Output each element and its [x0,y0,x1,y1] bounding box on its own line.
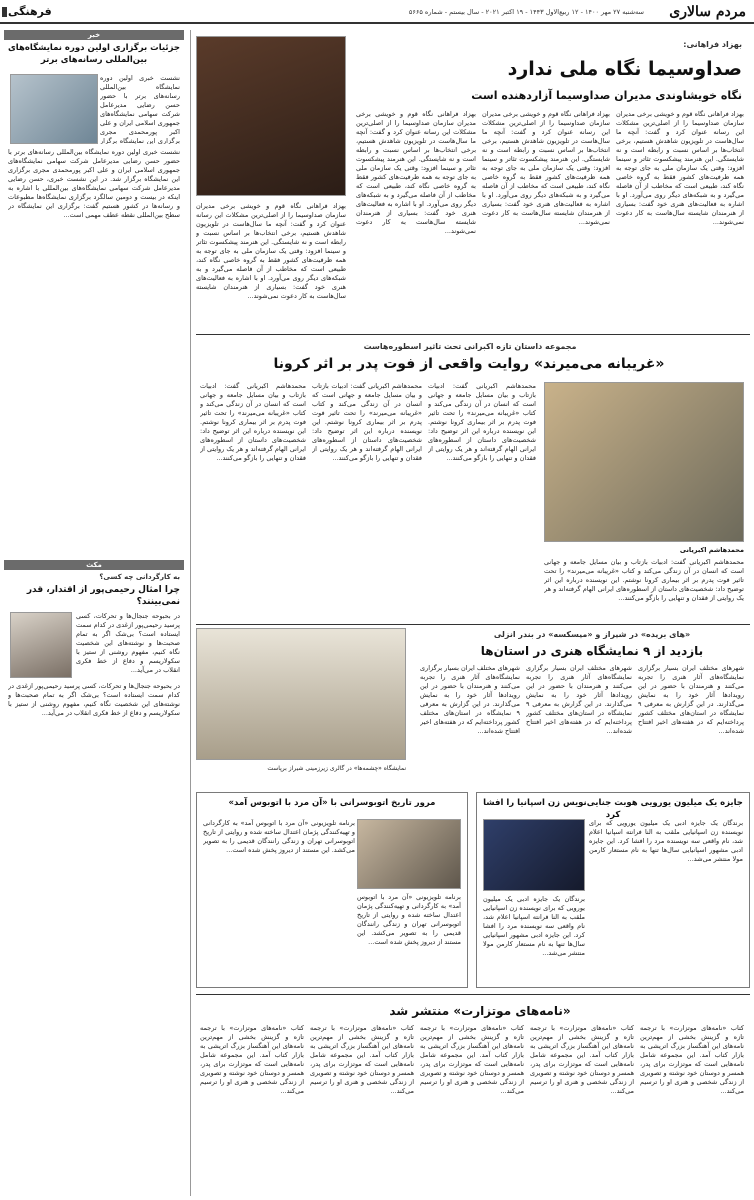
lead-body-col3: بهزاد فراهانی نگاه قوم و خویشی برخی مدیران سازمان صداوسیما را از اصلی‌ترین مشکلات این رسانه عنوان کرد و گفت: آنچه ما سال‌هاست در تلویزیون شاهدش هستیم، برخی انتخاب‌ها بر اساس نسبت و رابطه است و نه شایستگی. این هنرمند پیشکسوت تئاتر و سینما افزود: وقتی یک سازمان ملی به جای توجه به همه ظرفیت‌های کشور فقط به گروه خاصی نگاه کند، طبیعی است که مخاطب از آن فاصله می‌گیرد و به شبکه‌های دیگر روی می‌آورد. او با اشاره به فعالیت‌های هنری خود گفت: بسیاری از هنرمندان شایسته سال‌هاست به کار دعوت نمی‌شوند... [356,110,476,235]
gallery-caption: نمایشگاه «چشمه‌ها» در گالری زیرزمینی شیراز برپاست [267,765,406,772]
sidebar-top-body: نشست خبری اولین دوره نمایشگاه بین‌المللی رسانه‌های برتر با حضور حسن رضایی مدیرعامل شرکت سهامی نمایشگاه‌های جمهوری اسلامی ایران و علی اکبر پورمحمدی مجری برگزاری این نمایشگاه برگزار [100,74,180,144]
prize-body-cont: برندگان یک جایزه ادبی یک میلیون یورویی که برای نویسنده زن اسپانیایی ملقب به النا فرانته اسپانیا اعلام شد، نام واقعی سه نویسنده مرد را افشا کرد. این جایزه ادبی مشهور اسپانیایی سال‌ها تنها به نام مستعار کارمن مولا منتشر می‌شد... [483,895,585,957]
divider-3 [196,994,750,995]
sidebar-bottom [4,560,184,1196]
bus-body: برنامه تلویزیونی «آن مرد با اتوبوس آمد» به کارگردانی و تهیه‌کنندگی پژمان اعتدال ساخته شده و روایتی از تاریخ اتوبوسرانی تهران و زندگی رانندگان قدیمی را به تصویر می‌کشد. این مستند از دیروز پخش شده است... [203,819,355,854]
lead-story [196,30,750,330]
lead-body-col1: بهزاد فراهانی نگاه قوم و خویشی برخی مدیران سازمان صداوسیما را از اصلی‌ترین مشکلات این رسانه عنوان کرد و گفت: آنچه ما سال‌هاست در تلویزیون شاهدش هستیم، برخی انتخاب‌ها بر اساس نسبت و رابطه است و نه شایستگی. این هنرمند پیشکسوت تئاتر و سینما افزود: وقتی یک سازمان ملی به جای توجه به همه ظرفیت‌های کشور فقط به گروه خاصی نگاه کند، طبیعی است که مخاطب از آن فاصله می‌گیرد و به شبکه‌های دیگر روی می‌آورد. او با اشاره به فعالیت‌های هنری خود گفت: بسیاری از هنرمندان شایسته سال‌هاست به کار دعوت نمی‌شوند... [616,110,744,226]
masthead-logo: مردم سالاری [669,4,746,20]
sidebar-top-title: جزئیات برگزاری اولین دوره نمایشگاه‌های بین‌المللی رسانه‌های برتر [8,43,180,65]
bus-body-cont: برنامه تلویزیونی «آن مرد با اتوبوس آمد» به کارگردانی و تهیه‌کنندگی پژمان اعتدال ساخته شده و روایتی از تاریخ اتوبوسرانی تهران و زندگی رانندگان قدیمی را به تصویر می‌کشد. این مستند از دیروز پخش شده است... [357,893,461,946]
column-divider [190,30,191,1196]
sidebar-bottom-body-cont: در بحبوحه جنجال‌ها و تحرکات، کسی پرسید رحیمی‌پور ازغدی در کدام سمت ایستاده است؟ بی‌شک اگر به تمام صحبت‌ها و نوشته‌های این شخصیت نگاه کنیم، مفهوم روشنی از ستیز با سکولاریسم و دفاع از خط فکری انقلاب در می‌آید... [8,682,180,717]
lead-title: صداوسیما نگاه ملی ندارد [507,58,742,80]
masthead-dateline: سه‌شنبه ۲۷ مهر ۱۴۰۰ - ۱۲ ربیع‌الاول ۱۴۴۳ - ۱۹ اکتبر ۲۰۲۱ - سال بیستم - شماره ۵۶۶۵ [408,8,644,16]
masthead [0,0,754,24]
letters-body-col5: کتاب «نامه‌های موتزارت» با ترجمه تازه و گزینش بخشی از مهم‌ترین نامه‌های این آهنگساز بزرگ اتریشی به بازار کتاب آمد. این مجموعه شامل نامه‌هایی است که موتزارت برای پدر، همسر و دوستان خود نوشته و تصویری از زندگی شخصی و هنری او را ترسیم می‌کند... [200,1024,304,1095]
sidebar-bottom-kicker: به کارگردانی چه کسی؟ [99,573,180,581]
corona-kicker: مجموعه داستان تازه اکبرانی تحت تاثیر اسطوره‌هاست [363,342,577,351]
letters-title: «نامه‌های موتزارت» منتشر شد [389,1004,571,1018]
gallery-body-col2: شهرهای مختلف ایران بسیار برگزاری نمایشگاه‌های آثار هنری را تجربه می‌کنند و هنرمندان با حضور در این رویدادها آثار خود را به نمایش می‌گذارند. در این گزارش به معرفی ۹ نمایشگاه در استان‌های مختلف کشور پرداخته‌ایم که در هفته‌های اخیر افتتاح شده‌اند... [526,664,632,735]
gallery-kicker: «های بریده» در شیراز و «میسکسه» در بندر انزلی [493,630,691,639]
corona-title: «غریبانه می‌میرند» روایت واقعی از فوت پدر بر اثر کرونا [273,356,665,372]
sidebar-bottom-tag: مکث [4,560,184,570]
gallery-title: بازدید از ۹ نمایشگاه هنری در استان‌ها [480,644,704,658]
corona-body-col1: محمدهاشم اکبریانی گفت: ادبیات بازتاب و بیان مسایل جامعه و جهانی است که انسان در آن زندگی می‌کند و کتاب «غریبانه می‌میرند» را تحت تاثیر فوت پدرم بر اثر بیماری کرونا نوشتم. این نویسنده درباره این اثر توضیح داد: شخصیت‌های داستان از اسطوره‌های ایرانی الهام گرفته‌اند و هر یک روایتی از فقدان و تنهایی را بازگو می‌کنند... [428,382,536,462]
prize-box [476,792,750,988]
letters-body-col1: کتاب «نامه‌های موتزارت» با ترجمه تازه و گزینش بخشی از مهم‌ترین نامه‌های این آهنگساز بزرگ اتریشی به بازار کتاب آمد. این مجموعه شامل نامه‌هایی است که موتزارت برای پدر، همسر و دوستان خود نوشته و تصویری از زندگی شخصی و هنری او را ترسیم می‌کند... [640,1024,744,1095]
section-name: فرهنگی [8,5,52,18]
sidebar-bottom-title: چرا امثال رحیمی‌پور از اقتدار، قدر نمی‌بینند؟ [26,585,180,607]
corona-body-col2: محمدهاشم اکبریانی گفت: ادبیات بازتاب و بیان مسایل جامعه و جهانی است که انسان در آن زندگی می‌کند و کتاب «غریبانه می‌میرند» را تحت تاثیر فوت پدرم بر اثر بیماری کرونا نوشتم. این نویسنده درباره این اثر توضیح داد: شخصیت‌های داستان از اسطوره‌های ایرانی الهام گرفته‌اند و هر یک روایتی از فقدان و تنهایی را بازگو می‌کنند... [312,382,422,462]
prize-photo [483,819,585,891]
divider-1 [196,334,750,335]
corona-caption: محمدهاشم اکبریانی [679,546,744,554]
prize-title: جایزه یک میلیون یورویی هوبت جنایی‌نویس زن اسپانیا را افشا کرد [483,798,743,820]
gallery-photo [196,628,406,760]
letters-body-col4: کتاب «نامه‌های موتزارت» با ترجمه تازه و گزینش بخشی از مهم‌ترین نامه‌های این آهنگساز بزرگ اتریشی به بازار کتاب آمد. این مجموعه شامل نامه‌هایی است که موتزارت برای پدر، همسر و دوستان خود نوشته و تصویری از زندگی شخصی و هنری او را ترسیم می‌کند... [310,1024,414,1095]
gallery-body-col1: شهرهای مختلف ایران بسیار برگزاری نمایشگاه‌های آثار هنری را تجربه می‌کنند و هنرمندان با حضور در این رویدادها آثار خود را به نمایش می‌گذارند. در این گزارش به معرفی ۹ نمایشگاه در استان‌های مختلف کشور پرداخته‌ایم که در هفته‌های اخیر افتتاح شده‌اند... [638,664,744,735]
sidebar-top-body-cont: نشست خبری اولین دوره نمایشگاه بین‌المللی رسانه‌های برتر با حضور حسن رضایی مدیرعامل شرکت سهامی نمایشگاه‌های جمهوری اسلامی ایران و علی اکبر پورمحمدی مجری برگزاری این نمایشگاه برگزار شد. در این نشست خبری، حسن رضایی مدیرعامل شرکت سهامی نمایشگاه‌های بین‌المللی با اشاره به اینکه در بیست و دومین سالگرد برگزاری نمایشگاه‌ها مطبوعات و رسانه‌ها در کشور هستیم گفت: برگزاری این نمایشگاه در سطح بین‌المللی نقطه عطف مهمی است... [8,148,180,219]
gallery-body-col3: شهرهای مختلف ایران بسیار برگزاری نمایشگاه‌های آثار هنری را تجربه می‌کنند و هنرمندان با حضور در این رویدادها آثار خود را به نمایش می‌گذارند. در این گزارش به معرفی ۹ نمایشگاه در استان‌های مختلف کشور پرداخته‌ایم که در هفته‌های اخیر افتتاح شده‌اند... [420,664,520,735]
letters-body-col2: کتاب «نامه‌های موتزارت» با ترجمه تازه و گزینش بخشی از مهم‌ترین نامه‌های این آهنگساز بزرگ اتریشی به بازار کتاب آمد. این مجموعه شامل نامه‌هایی است که موتزارت برای پدر، همسر و دوستان خود نوشته و تصویری از زندگی شخصی و هنری او را ترسیم می‌کند... [530,1024,634,1095]
lead-kicker: بهزاد فراهانی: [683,40,742,49]
lead-photo [196,36,346,196]
corona-body-col3: محمدهاشم اکبریانی گفت: ادبیات بازتاب و بیان مسایل جامعه و جهانی است که انسان در آن زندگی می‌کند و کتاب «غریبانه می‌میرند» را تحت تاثیر فوت پدرم بر اثر بیماری کرونا نوشتم. این نویسنده درباره این اثر توضیح داد: شخصیت‌های داستان از اسطوره‌های ایرانی الهام گرفته‌اند و هر یک روایتی از فقدان و تنهایی را بازگو می‌کنند... [200,382,306,462]
sidebar-top-photo [10,74,98,144]
section-icon [2,7,7,17]
sidebar-bottom-body: در بحبوحه جنجال‌ها و تحرکات، کسی پرسید رحیمی‌پور ازغدی در کدام سمت ایستاده است؟ بی‌شک اگر به تمام صحبت‌ها و نوشته‌های این شخصیت نگاه کنیم، مفهوم روشنی از ستیز با سکولاریسم و دفاع از خط فکری انقلاب در می‌آید... [76,612,180,674]
corona-story [196,340,750,620]
prize-body: برندگان یک جایزه ادبی یک میلیون یورویی که برای نویسنده زن اسپانیایی ملقب به النا فرانته اسپانیا اعلام شد، نام واقعی سه نویسنده مرد را افشا کرد. این جایزه ادبی مشهور اسپانیایی سال‌ها تنها به نام مستعار کارمن مولا منتشر می‌شد... [589,819,743,863]
bus-box [196,792,468,988]
lead-body-col2: بهزاد فراهانی نگاه قوم و خویشی برخی مدیران سازمان صداوسیما را از اصلی‌ترین مشکلات این رسانه عنوان کرد و گفت: آنچه ما سال‌هاست در تلویزیون شاهدش هستیم، برخی انتخاب‌ها بر اساس نسبت و رابطه است و نه شایستگی. این هنرمند پیشکسوت تئاتر و سینما افزود: وقتی یک سازمان ملی به جای توجه به همه ظرفیت‌های کشور فقط به گروه خاصی نگاه کند، طبیعی است که مخاطب از آن فاصله می‌گیرد و به شبکه‌های دیگر روی می‌آورد. او با اشاره به فعالیت‌های هنری خود گفت: بسیاری از هنرمندان شایسته سال‌هاست به کار دعوت نمی‌شوند... [482,110,610,226]
gallery-story [196,628,750,788]
corona-photo-text: محمدهاشم اکبریانی گفت: ادبیات بازتاب و بیان مسایل جامعه و جهانی است که انسان در آن زندگی می‌کند و کتاب «غریبانه می‌میرند» را تحت تاثیر فوت پدرم بر اثر بیماری کرونا نوشتم. این نویسنده درباره این اثر توضیح داد: شخصیت‌های داستان از اسطوره‌های ایرانی الهام گرفته‌اند و هر یک روایتی از فقدان و تنهایی را بازگو می‌کنند... [544,558,744,602]
sidebar-top [4,30,184,550]
lead-body-col4: بهزاد فراهانی نگاه قوم و خویشی برخی مدیران سازمان صداوسیما را از اصلی‌ترین مشکلات این رسانه عنوان کرد و گفت: آنچه ما سال‌هاست در تلویزیون شاهدش هستیم، برخی انتخاب‌ها بر اساس نسبت و رابطه است و نه شایستگی. این هنرمند پیشکسوت تئاتر و سینما افزود: وقتی یک سازمان ملی به جای توجه به همه ظرفیت‌های کشور فقط به گروه خاصی نگاه کند، طبیعی است که مخاطب از آن فاصله می‌گیرد و به شبکه‌های دیگر روی می‌آورد. او با اشاره به فعالیت‌های هنری خود گفت: بسیاری از هنرمندان شایسته سال‌هاست به کار دعوت نمی‌شوند... [196,202,346,300]
corona-photo [544,382,744,542]
letters-story [196,1000,750,1196]
sidebar-top-tag: خبر [4,30,184,40]
bus-photo [357,819,461,889]
lead-subtitle: نگاه خویشاوندی مدیران صداوسیما آزاردهنده است [471,89,742,102]
bus-title: مرور تاریخ اتوبوسرانی با «آن مرد با اتوبوس آمد» [228,798,436,808]
divider-2 [196,624,750,625]
letters-body-col3: کتاب «نامه‌های موتزارت» با ترجمه تازه و گزینش بخشی از مهم‌ترین نامه‌های این آهنگساز بزرگ اتریشی به بازار کتاب آمد. این مجموعه شامل نامه‌هایی است که موتزارت برای پدر، همسر و دوستان خود نوشته و تصویری از زندگی شخصی و هنری او را ترسیم می‌کند... [420,1024,524,1095]
sidebar-bottom-photo [10,612,72,678]
